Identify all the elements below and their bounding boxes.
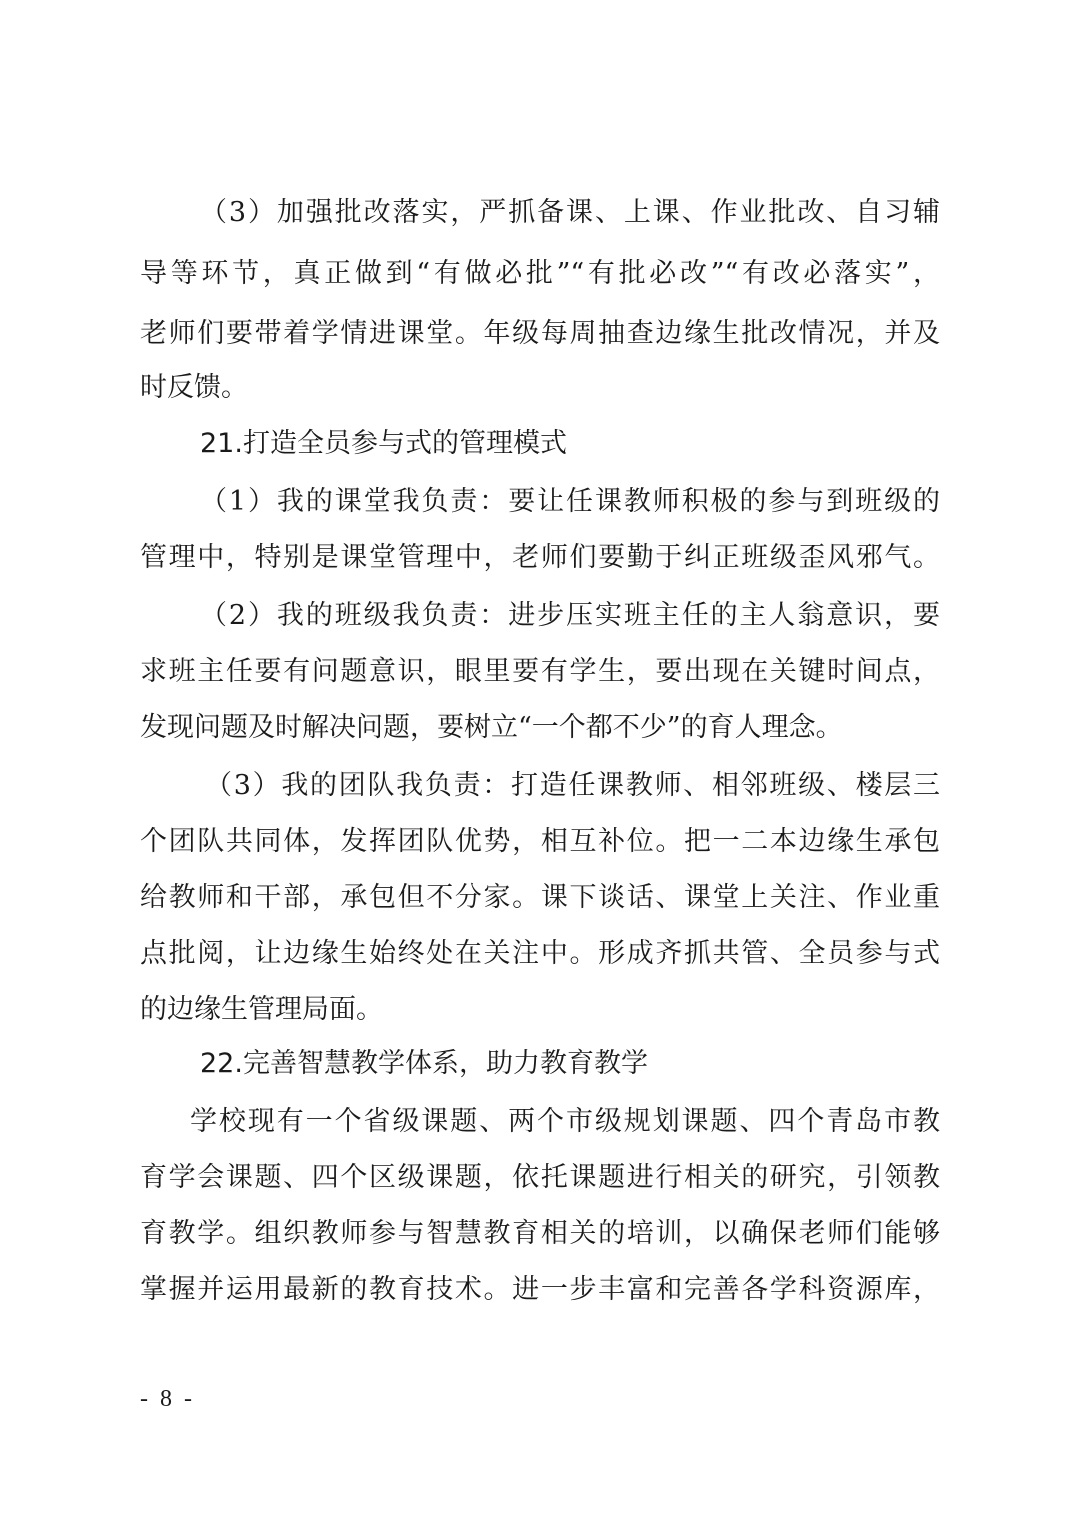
paragraph-line: （1）我的课堂我负责：要让任课教师积极的参与到班级的 bbox=[200, 486, 940, 517]
paragraph-line: 给教师和干部，承包但不分家。课下谈话、课堂上关注、作业重 bbox=[140, 882, 940, 913]
paragraph-line: 发现问题及时解决问题，要树立“一个都不少”的育人理念。 bbox=[140, 712, 843, 743]
paragraph-line: 学校现有一个省级课题、两个市级规划课题、四个青岛市教 bbox=[190, 1106, 940, 1137]
paragraph-line: 个团队共同体，发挥团队优势，相互补位。把一二本边缘生承包 bbox=[140, 826, 940, 857]
paragraph-line: 时反馈。 bbox=[140, 372, 248, 403]
paragraph-line: 育教学。组织教师参与智慧教育相关的培训，以确保老师们能够 bbox=[140, 1218, 940, 1249]
paragraph-line: 掌握并运用最新的教育技术。进一步丰富和完善各学科资源库， bbox=[140, 1274, 940, 1305]
section-heading: 21.打造全员参与式的管理模式 bbox=[200, 428, 567, 459]
paragraph-line: 的边缘生管理局面。 bbox=[140, 994, 383, 1025]
paragraph-line: 导等环节，真正做到“有做必批”“有批必改”“有改必落实”， bbox=[140, 258, 940, 289]
paragraph-line: （3）我的团队我负责：打造任课教师、相邻班级、楼层三 bbox=[205, 770, 940, 801]
paragraph-line: （2）我的班级我负责：进步压实班主任的主人翁意识，要 bbox=[200, 600, 940, 631]
page-number: - 8 - bbox=[140, 1386, 195, 1412]
paragraph-line: 求班主任要有问题意识，眼里要有学生，要出现在关键时间点， bbox=[140, 656, 940, 687]
section-heading: 22.完善智慧教学体系，助力教育教学 bbox=[200, 1048, 648, 1079]
paragraph-line: 管理中，特别是课堂管理中，老师们要勤于纠正班级歪风邪气。 bbox=[140, 542, 940, 573]
paragraph-line: 育学会课题、四个区级课题，依托课题进行相关的研究，引领教 bbox=[140, 1162, 940, 1193]
paragraph-line: 点批阅，让边缘生始终处在关注中。形成齐抓共管、全员参与式 bbox=[140, 938, 940, 969]
paragraph-line: （3）加强批改落实，严抓备课、上课、作业批改、自习辅 bbox=[200, 197, 940, 228]
paragraph-line: 老师们要带着学情进课堂。年级每周抽查边缘生批改情况，并及 bbox=[140, 318, 940, 349]
